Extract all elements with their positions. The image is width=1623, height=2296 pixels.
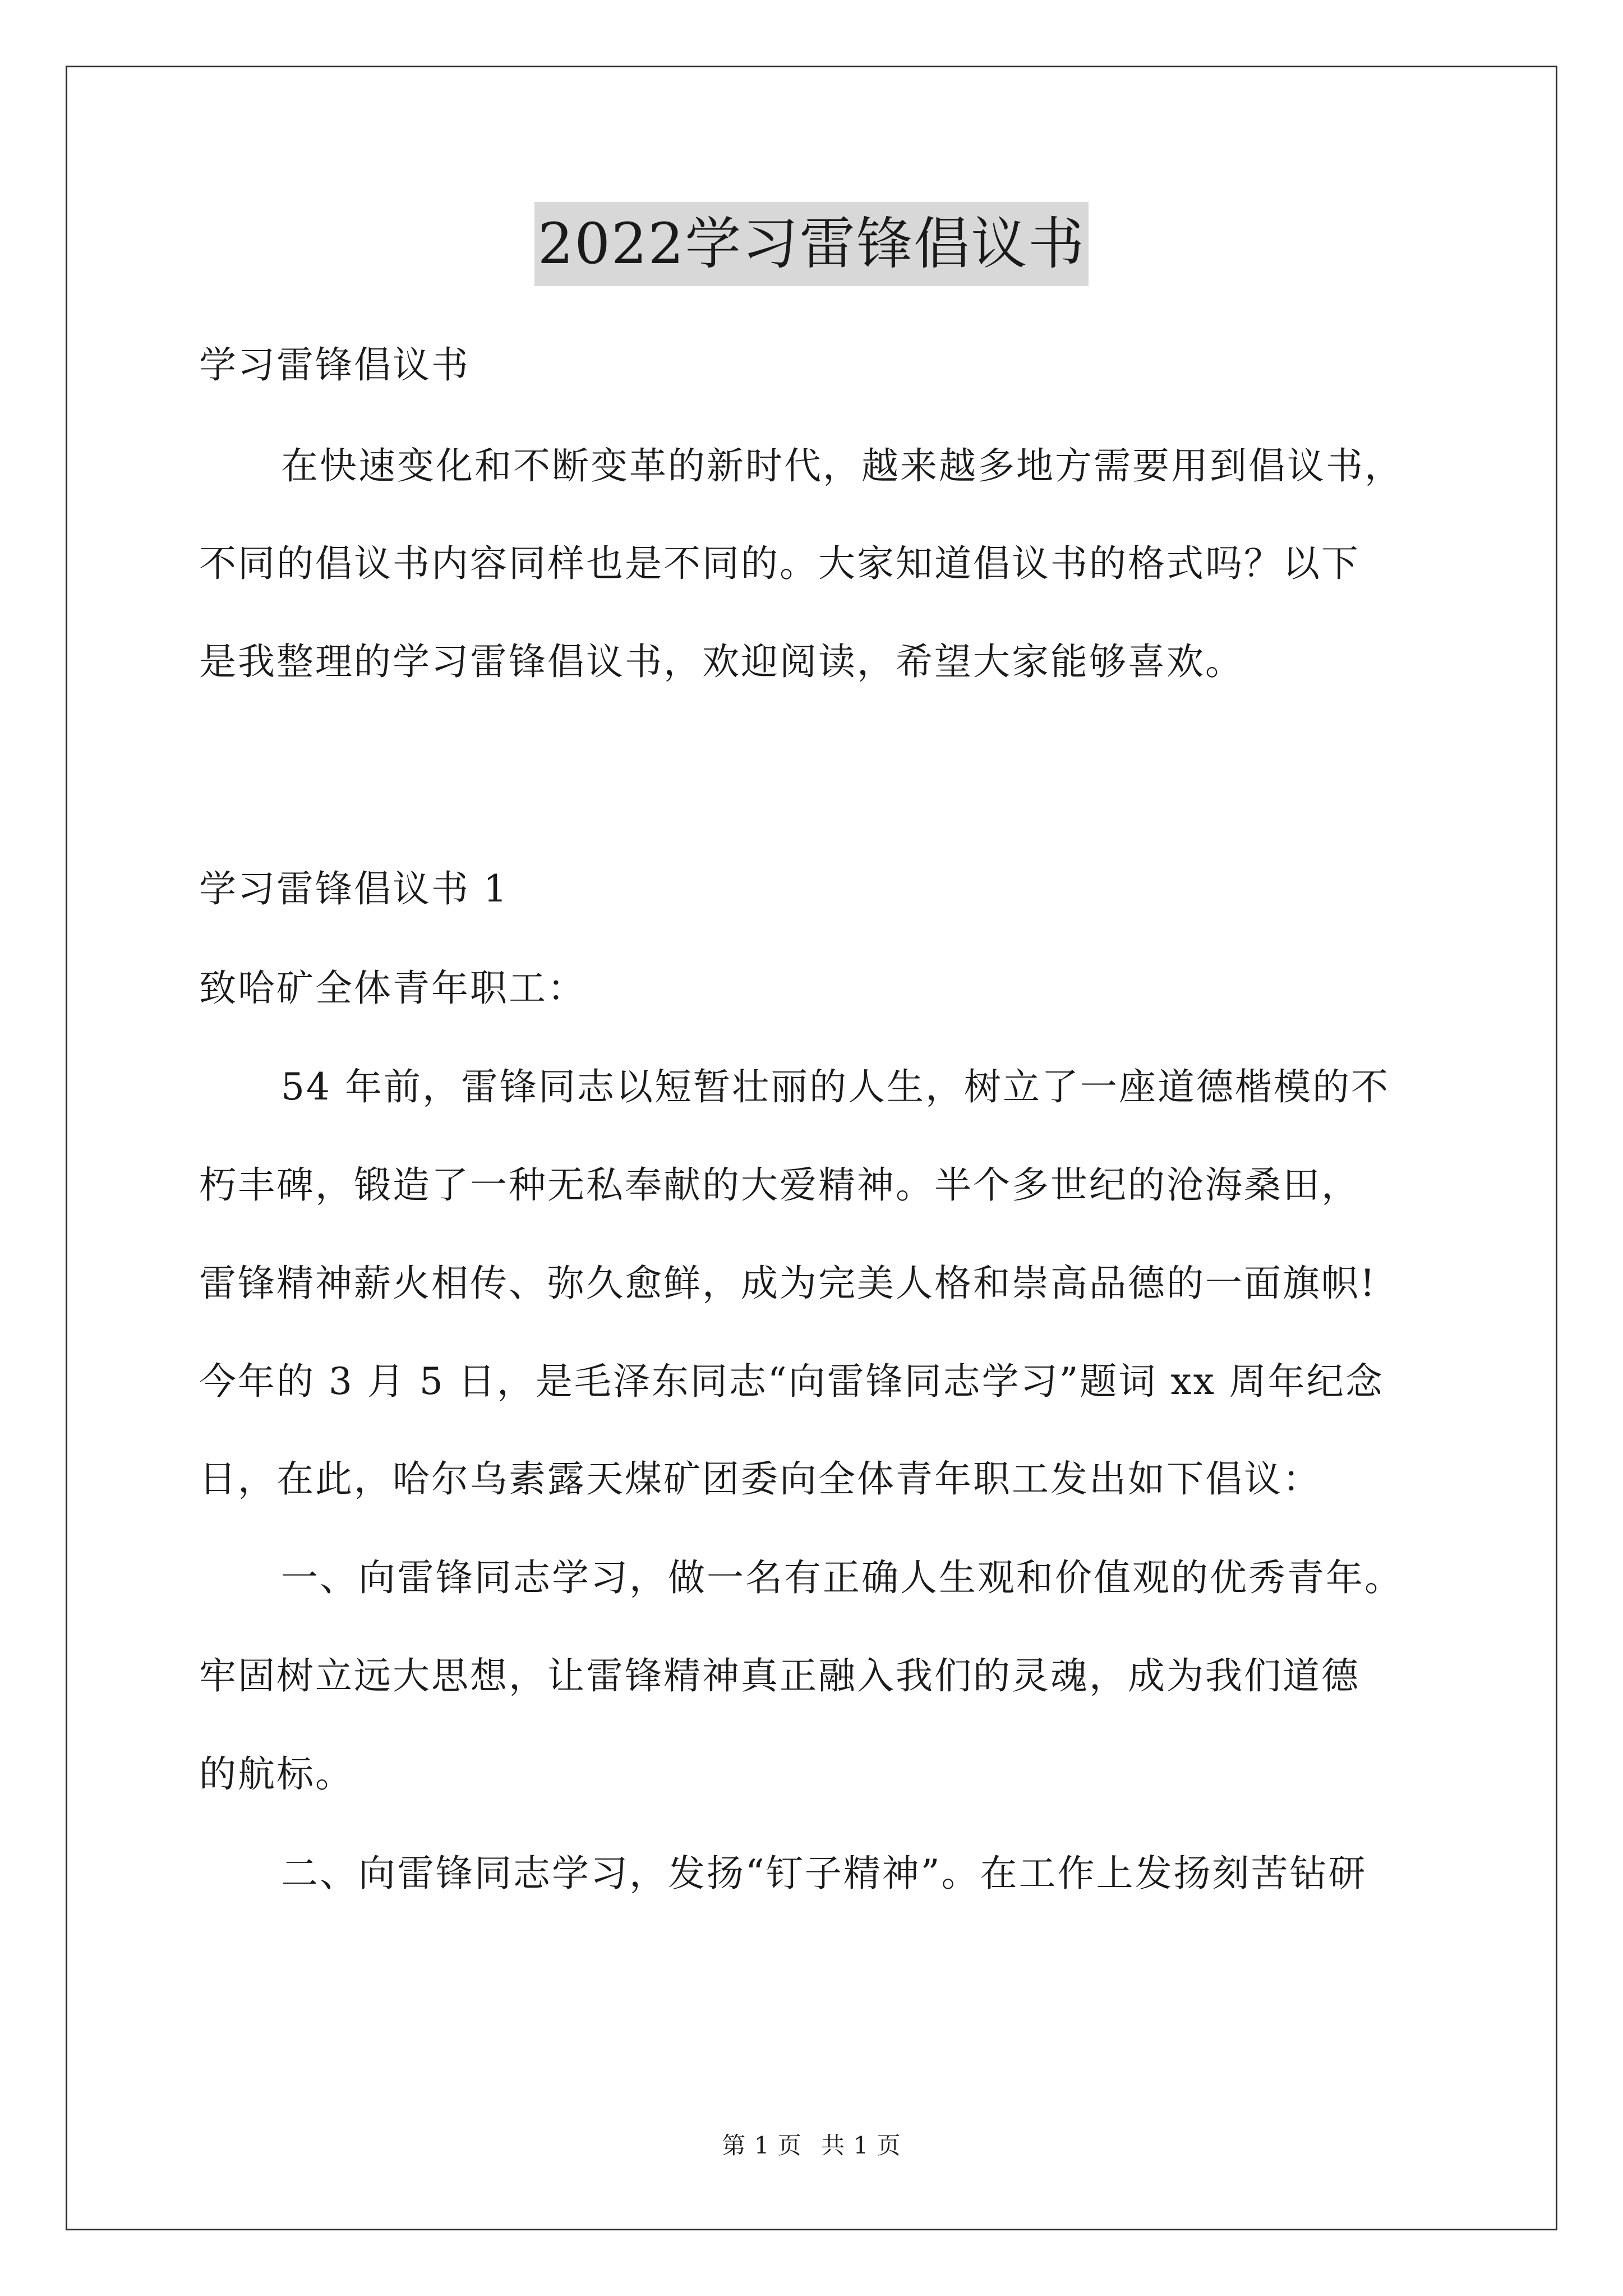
paragraph-line: 在快速变化和不断变革的新时代，越来越多地方需要用到倡议书， [281, 444, 1403, 487]
page-footer [0, 2129, 1623, 2162]
paragraph-line: 不同的倡议书内容同样也是不同的。大家知道倡议书的格式吗？以下 [199, 542, 1360, 585]
title-container [0, 202, 1623, 286]
paragraph-line: 是我整理的学习雷锋倡议书，欢迎阅读，希望大家能够喜欢。 [199, 640, 1244, 683]
paragraph-line: 的航标。 [199, 1752, 354, 1796]
paragraph-line: 日，在此，哈尔乌素露天煤矿团委向全体青年职工发出如下倡议： [199, 1457, 1321, 1501]
paragraph-line: 牢固树立远大思想，让雷锋精神真正融入我们的灵魂，成为我们道德 [199, 1654, 1360, 1697]
paragraph-line: 二、向雷锋同志学习，发扬“钉子精神”。在工作上发扬刻苦钻研 [281, 1852, 1367, 1895]
page-number: 第 1 页 [722, 2132, 802, 2159]
paragraph-line: 雷锋精神薪火相传、弥久愈鲜，成为完美人格和崇高品德的一面旗帜! [199, 1262, 1377, 1305]
paragraph-line: 一、向雷锋同志学习，做一名有正确人生观和价值观的优秀青年。 [281, 1556, 1403, 1599]
paragraph-line: 54 年前，雷锋同志以短暂壮丽的人生，树立了一座道德楷模的不 [281, 1065, 1390, 1108]
paragraph-line: 今年的 3 月 5 日，是毛泽东同志“向雷锋同志学习”题词 xx 周年纪念 [199, 1360, 1384, 1403]
section-heading: 学习雷锋倡议书 1 [199, 867, 509, 910]
paragraph-line: 朽丰碑，锻造了一种无私奉献的大爱精神。半个多世纪的沧海桑田， [199, 1163, 1360, 1207]
salutation-line: 致哈矿全体青年职工： [199, 967, 586, 1010]
document-title: 2022学习雷锋倡议书 [534, 202, 1089, 286]
page-total: 共 1 页 [821, 2132, 901, 2159]
subtitle-line: 学习雷锋倡议书 [199, 343, 470, 386]
